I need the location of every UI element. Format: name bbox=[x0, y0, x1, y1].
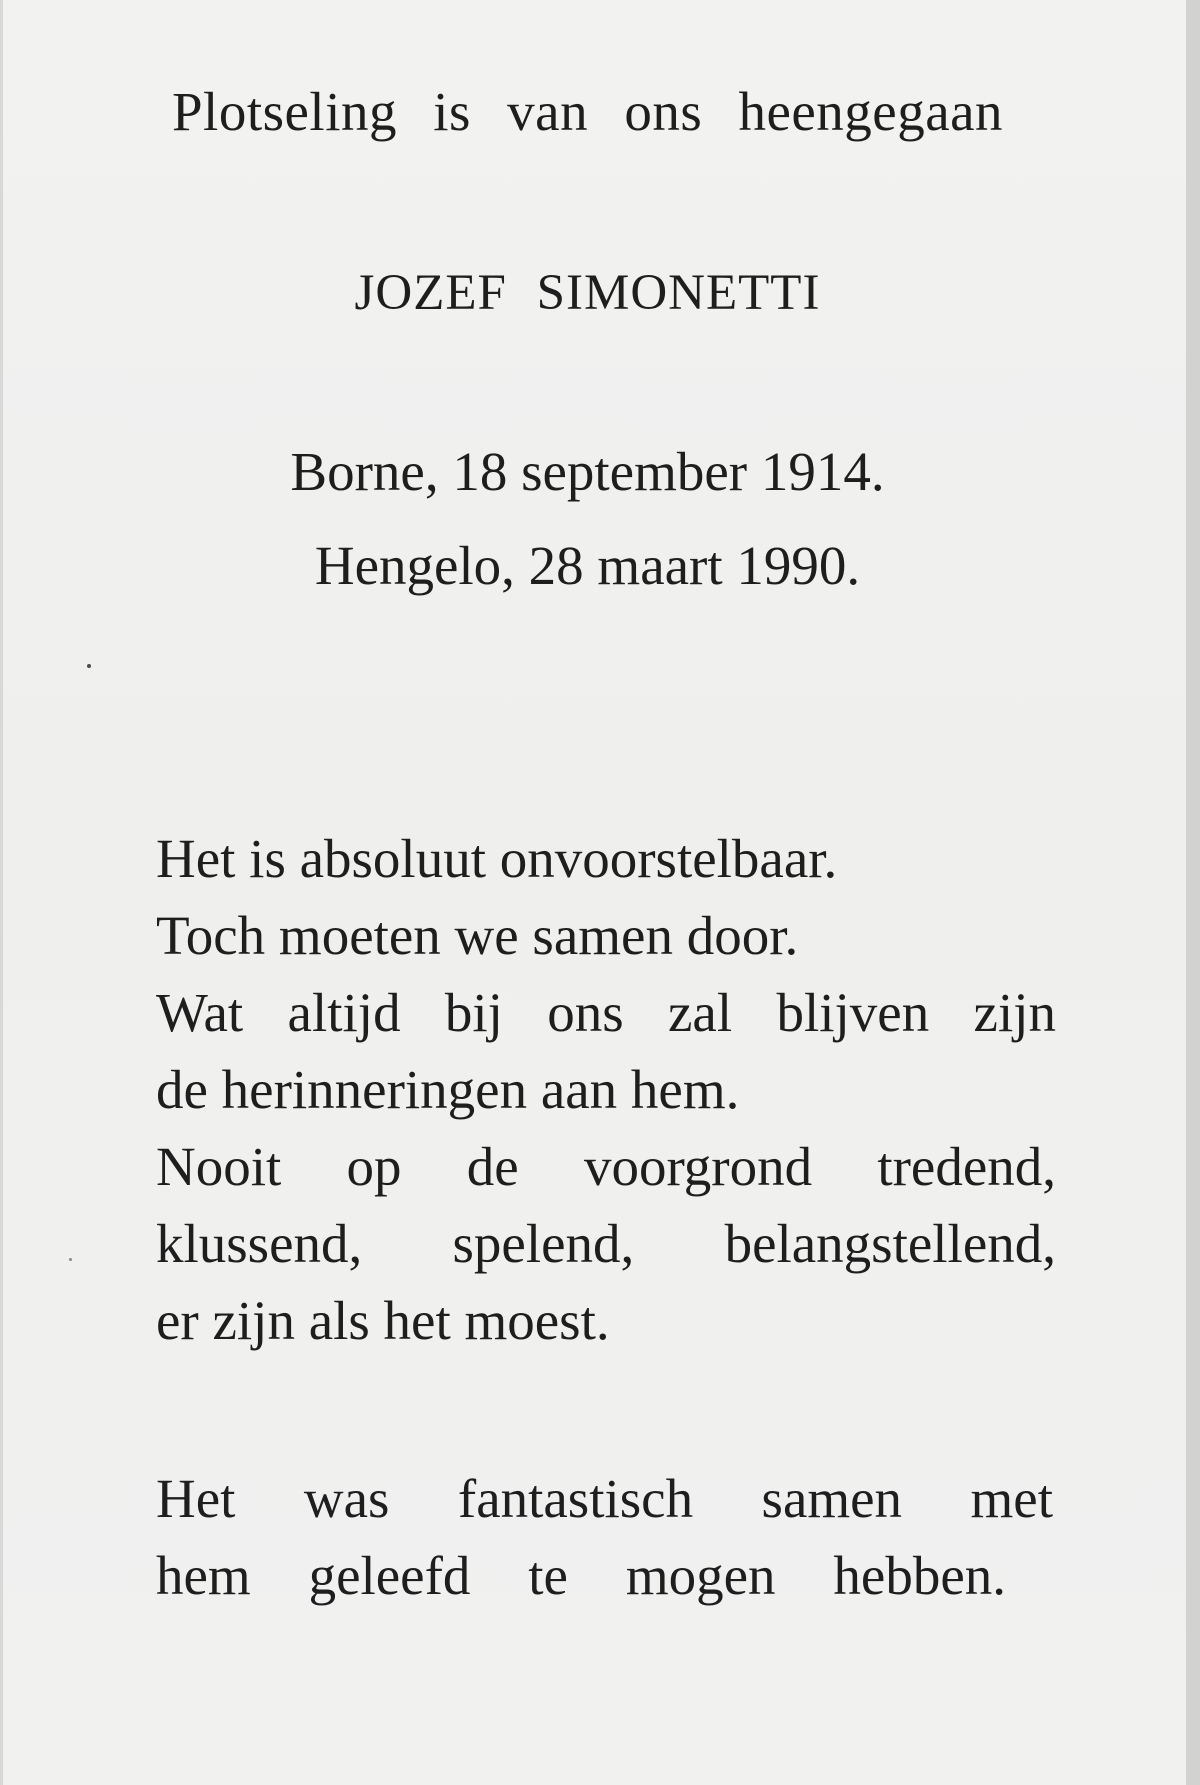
print-speck bbox=[69, 1258, 72, 1261]
memorial-poem bbox=[156, 820, 1056, 1359]
poem-line: er zijn als het moest. bbox=[156, 1290, 610, 1351]
death-place-date: Hengelo, 28 maart 1990. bbox=[314, 535, 861, 596]
closing-words bbox=[156, 1460, 1056, 1614]
poem-line: Het is absoluut onvoorstelbaar. bbox=[156, 828, 838, 889]
closing-line: hem geleefd te mogen hebben. bbox=[156, 1545, 1006, 1606]
poem-line: de herinneringen aan hem. bbox=[156, 1059, 740, 1120]
closing-line: Het was fantastisch samen met bbox=[156, 1468, 1053, 1529]
deceased-name: JOZEF SIMONETTI bbox=[354, 265, 821, 321]
birth-place-date: Borne, 18 september 1914. bbox=[290, 441, 885, 502]
poem-line: Nooit op de voorgrond tredend, bbox=[156, 1136, 1056, 1197]
announcement-heading: Plotseling is van ons heengegaan bbox=[171, 81, 1004, 142]
print-speck bbox=[87, 664, 91, 668]
poem-line: Toch moeten we samen door. bbox=[156, 905, 799, 966]
poem-line: Wat altijd bij ons zal blijven zijn bbox=[156, 982, 1056, 1043]
poem-line: klussend, spelend, belangstellend, bbox=[156, 1213, 1056, 1274]
